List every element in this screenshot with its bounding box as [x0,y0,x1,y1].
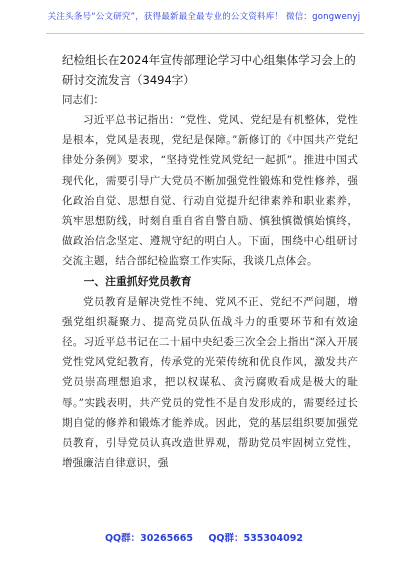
section-1-paragraph: 党员教育是解决党性不纯、党风不正、党纪不严问题，增强党组织凝聚力、提高党员队伍战斗力的重要环节和有效途径。习近平总书记在二十届中央纪委三次全会上指出“深入开展党性党风党纪教育，传承党的光荣传统和优良作风，激发共产党员崇高理想追求，把以权谋私、贪污腐败看成是极大的耻辱。”实践表明，共产党员的党性不是自发形成的，需要经过长期自觉的修养和锻炼才能养成。因此，党的基层组织要加强党员教育，引导党员认真改造世界观，帮助党员牢固树立党性，增强廉洁自律意识，强 [62,295,358,470]
document-title: 纪检组长在2024年宣传部理论学习中心组集体学习会上的研讨交流发言（3494字） [62,53,356,87]
document-body [62,50,358,473]
promo-text: 关注头条号“公文研究”，获得最新最全最专业的公文资料库！ 微信：gongwenyj [47,12,361,22]
qq-group-2: QQ群：535304092 [208,533,303,544]
intro-paragraph: 习近平总书记指出：“党性、党风、党纪是有机整体，党性是根本，党风是表现，党纪是保障。”新修订的《中国共产党纪律处分条例》要求，“坚持党性党风党纪一起抓”。推进中国式现代化，需要引导广大党员不断加强党性锻炼和党性修养，强化政治自觉、思想自觉、行动自觉提升纪律素养和职业素养，筑牢思想防线，时刻自重自省自警自励、慎独慎微慎始慎终，做政治信念坚定、遵规守纪的明白人。下面，围绕中心组研讨交流主题，结合部纪检监察工作实际，我谈几点体会。 [62,114,358,268]
promo-header [0,0,408,34]
qq-group-1: QQ群：30265665 [104,533,194,544]
promo-footer [0,530,408,550]
header-divider [46,33,364,34]
salutation: 同志们： [62,94,104,106]
section-1-heading: 一、注重抓好党员教育 [83,274,192,288]
